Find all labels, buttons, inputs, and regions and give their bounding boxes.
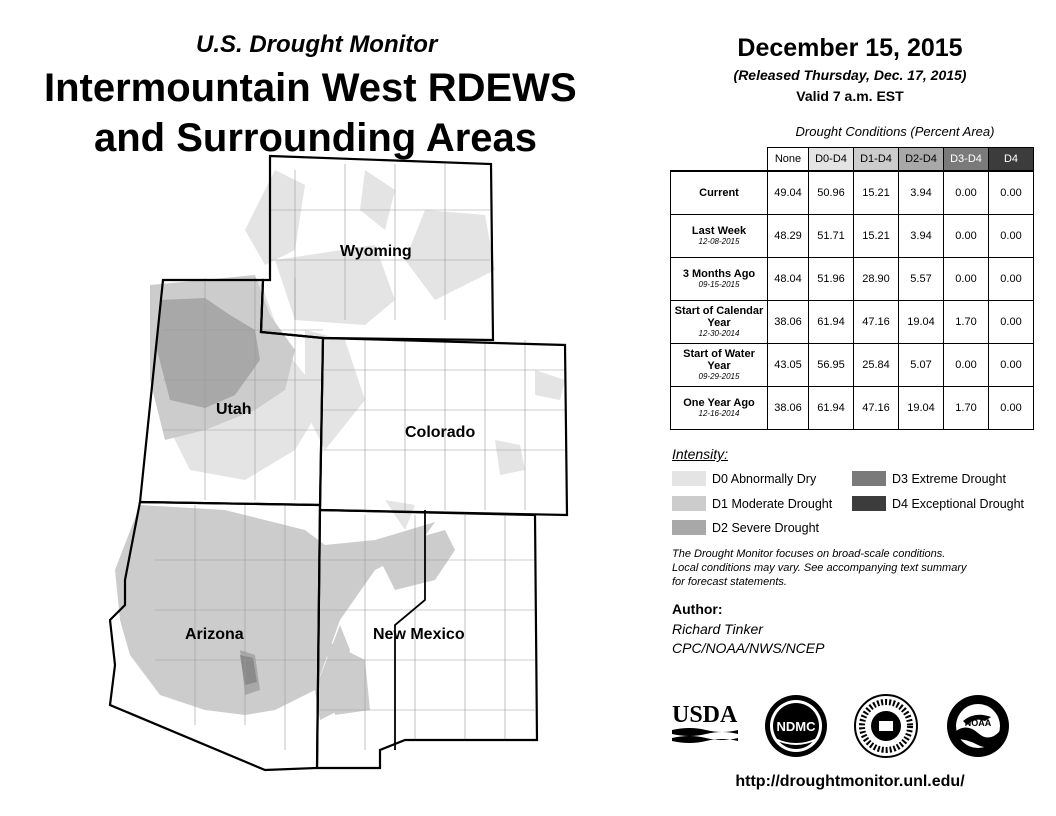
col-header-d2-d4: D2-D4 bbox=[899, 148, 944, 172]
author-info bbox=[672, 620, 824, 658]
row-label: Current bbox=[699, 187, 739, 199]
table-row bbox=[671, 387, 1034, 430]
col-header-d4: D4 bbox=[989, 148, 1034, 172]
table-row bbox=[671, 344, 1034, 387]
table-row bbox=[671, 301, 1034, 344]
table-cell: 25.84 bbox=[854, 344, 899, 387]
table-cell: 61.94 bbox=[809, 387, 854, 430]
table-cell: 0.00 bbox=[989, 258, 1034, 301]
legend-swatch bbox=[672, 471, 706, 486]
table-cell: 49.04 bbox=[768, 171, 809, 215]
col-header-none: None bbox=[768, 148, 809, 172]
legend-item-d0 bbox=[672, 471, 816, 486]
table-cell: 0.00 bbox=[989, 171, 1034, 215]
table-cell: 50.96 bbox=[809, 171, 854, 215]
state-label-wyoming: Wyoming bbox=[340, 243, 412, 260]
row-label: 3 Months Ago bbox=[682, 268, 756, 280]
table-cell: 0.00 bbox=[944, 171, 989, 215]
noaa-logo bbox=[945, 693, 1011, 759]
legend-label: D0 Abnormally Dry bbox=[712, 471, 817, 486]
table-cell: 0.00 bbox=[989, 215, 1034, 258]
svg-text:USDA: USDA bbox=[672, 702, 738, 728]
state-label-utah: Utah bbox=[216, 401, 252, 418]
table-cell: 0.00 bbox=[944, 344, 989, 387]
table-cell: 19.04 bbox=[899, 387, 944, 430]
map-title-line2: and Surrounding Areas bbox=[94, 116, 538, 160]
table-cell: 43.05 bbox=[768, 344, 809, 387]
table-cell: 5.57 bbox=[899, 258, 944, 301]
state-label-new-mexico: New Mexico bbox=[373, 626, 465, 643]
drought-map bbox=[95, 150, 575, 780]
legend-item-d4 bbox=[852, 496, 1024, 511]
map-title-line1: Intermountain West RDEWS bbox=[44, 66, 577, 110]
row-label: Last Week bbox=[691, 225, 747, 237]
commerce-seal-icon bbox=[853, 693, 919, 759]
state-label-arizona: Arizona bbox=[185, 626, 244, 643]
table-row bbox=[671, 171, 1034, 215]
legend-swatch bbox=[672, 520, 706, 535]
table-cell: 0.00 bbox=[944, 258, 989, 301]
map-date: December 15, 2015 bbox=[737, 34, 963, 62]
row-label: One Year Ago bbox=[683, 397, 755, 409]
legend-swatch bbox=[672, 496, 706, 511]
table-cell: 3.94 bbox=[899, 171, 944, 215]
table-row bbox=[671, 258, 1034, 301]
svg-text:NOAA: NOAA bbox=[964, 718, 992, 728]
legend-item-d1 bbox=[672, 496, 832, 511]
legend-swatch bbox=[852, 496, 886, 511]
row-date: 09-29-2015 bbox=[698, 372, 740, 381]
table-cell: 47.16 bbox=[854, 301, 899, 344]
map-subtitle: U.S. Drought Monitor bbox=[196, 31, 438, 58]
svg-text:NDMC: NDMC bbox=[776, 719, 816, 734]
legend-swatch bbox=[852, 471, 886, 486]
row-date: 12-30-2014 bbox=[698, 329, 740, 338]
table-cell: 47.16 bbox=[854, 387, 899, 430]
author-name: Richard Tinker bbox=[672, 621, 763, 637]
conditions-caption: Drought Conditions (Percent Area) bbox=[795, 124, 995, 139]
author-org: CPC/NOAA/NWS/NCEP bbox=[672, 640, 825, 656]
legend-label: D2 Severe Drought bbox=[712, 520, 820, 535]
release-date: (Released Thursday, Dec. 17, 2015) bbox=[733, 67, 967, 83]
table-cell: 28.90 bbox=[854, 258, 899, 301]
legend-label: D4 Exceptional Drought bbox=[892, 496, 1025, 511]
table-cell: 51.71 bbox=[809, 215, 854, 258]
ndmc-logo bbox=[763, 693, 829, 759]
author-heading: Author: bbox=[672, 601, 723, 617]
table-cell: 0.00 bbox=[944, 215, 989, 258]
col-header-d0-d4: D0-D4 bbox=[809, 148, 854, 172]
table-cell: 48.29 bbox=[768, 215, 809, 258]
col-header-d1-d4: D1-D4 bbox=[854, 148, 899, 172]
legend-label: D3 Extreme Drought bbox=[892, 471, 1006, 486]
table-cell: 19.04 bbox=[899, 301, 944, 344]
row-date: 12-16-2014 bbox=[698, 409, 740, 418]
legend-title: Intensity: bbox=[672, 446, 729, 462]
row-date: 12-08-2015 bbox=[698, 237, 740, 246]
valid-time: Valid 7 a.m. EST bbox=[796, 88, 904, 104]
table-cell: 15.21 bbox=[854, 171, 899, 215]
table-cell: 51.96 bbox=[809, 258, 854, 301]
table-cell: 1.70 bbox=[944, 301, 989, 344]
legend-item-d2 bbox=[672, 520, 819, 535]
row-label: Start of Water Year bbox=[683, 348, 755, 372]
table-cell: 5.07 bbox=[899, 344, 944, 387]
table-cell: 0.00 bbox=[989, 387, 1034, 430]
drought-conditions-table bbox=[670, 147, 1034, 430]
row-label: Start of Calendar Year bbox=[674, 305, 764, 329]
usda-logo bbox=[670, 700, 740, 750]
table-cell: 0.00 bbox=[989, 344, 1034, 387]
table-cell: 15.21 bbox=[854, 215, 899, 258]
table-cell: 48.04 bbox=[768, 258, 809, 301]
table-cell: 3.94 bbox=[899, 215, 944, 258]
table-cell: 38.06 bbox=[768, 387, 809, 430]
table-cell: 38.06 bbox=[768, 301, 809, 344]
table-cell: 61.94 bbox=[809, 301, 854, 344]
legend-item-d3 bbox=[852, 471, 1006, 486]
legend-label: D1 Moderate Drought bbox=[712, 496, 833, 511]
col-header-d3-d4: D3-D4 bbox=[944, 148, 989, 172]
table-cell: 1.70 bbox=[944, 387, 989, 430]
disclaimer-note: The Drought Monitor focuses on broad-scale conditions. Local conditions may vary. See accompanying text summary for forecast statements. bbox=[672, 548, 967, 588]
table-cell: 56.95 bbox=[809, 344, 854, 387]
drought-monitor-url[interactable]: http://droughtmonitor.unl.edu/ bbox=[735, 773, 965, 790]
table-cell: 0.00 bbox=[989, 301, 1034, 344]
row-date: 09-15-2015 bbox=[698, 280, 740, 289]
table-row bbox=[671, 215, 1034, 258]
state-label-colorado: Colorado bbox=[405, 424, 476, 441]
